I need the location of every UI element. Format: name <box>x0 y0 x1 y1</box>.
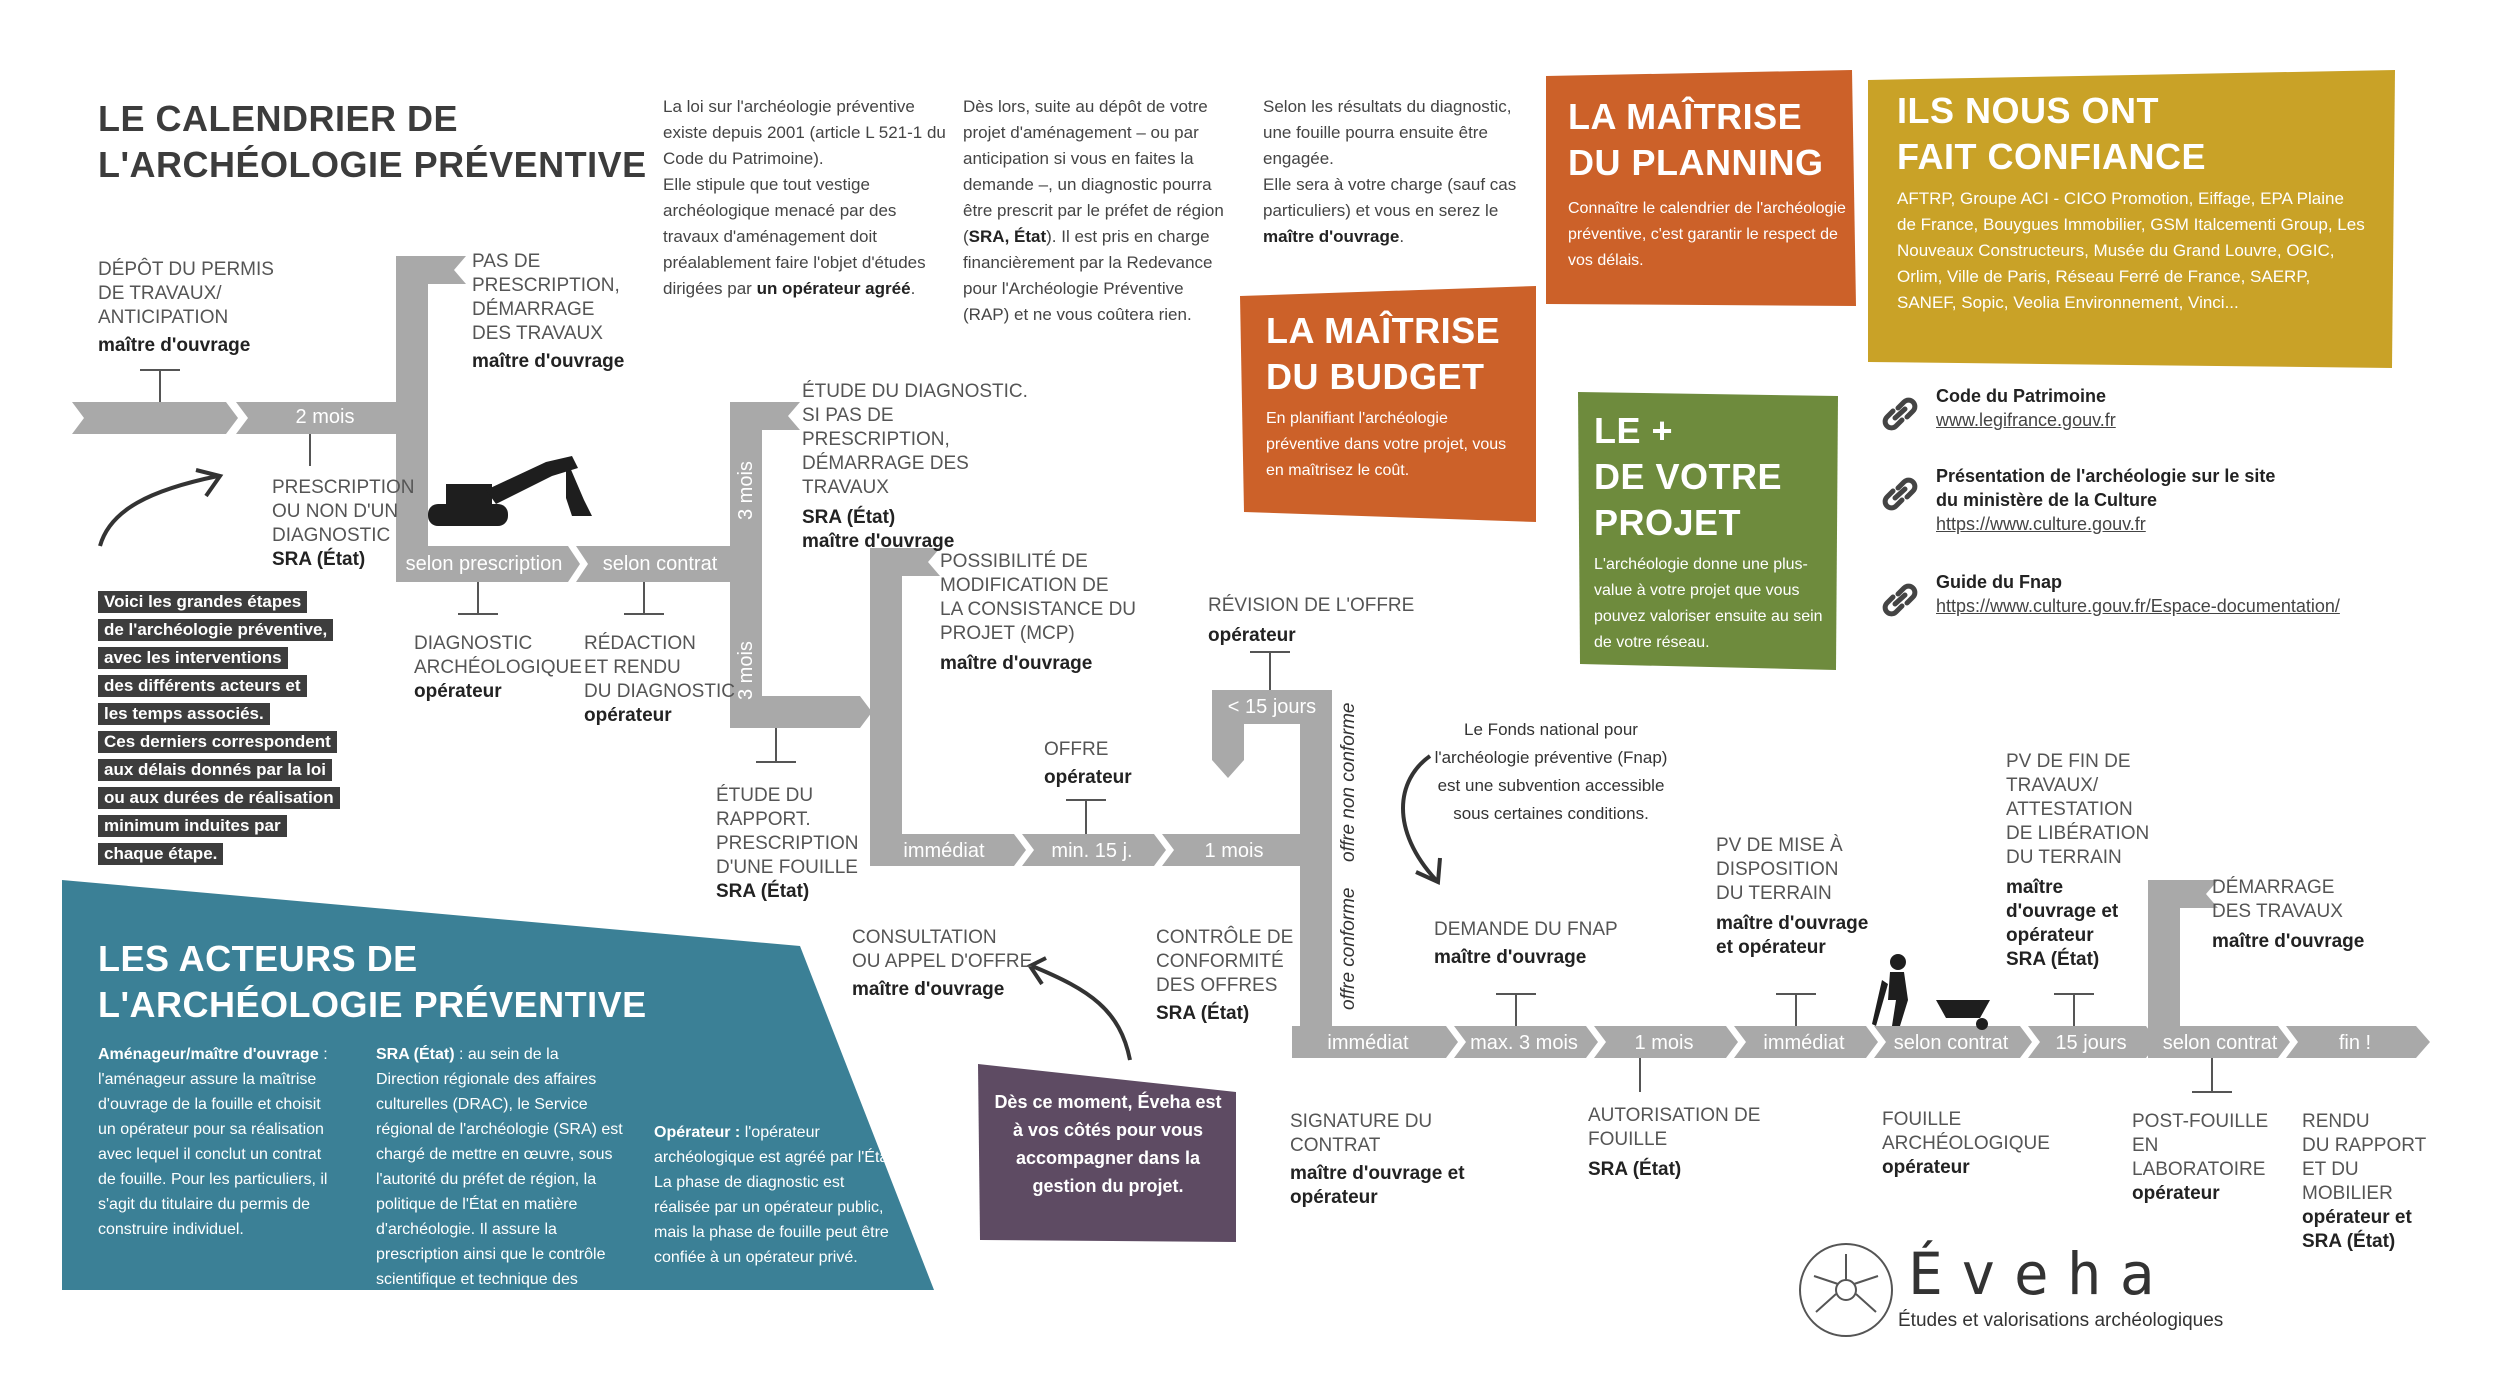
callout-line: chaque étape. <box>98 843 223 865</box>
seg-label-3mois-a: 3 mois <box>735 461 757 520</box>
planning-title-2: DU PLANNING <box>1568 142 1824 183</box>
step-redaction-actor: opérateur <box>584 705 672 726</box>
fnap-note: Le Fonds national pour l'archéologie préventive (Fnap) est une subvention accessible sous certaines conditions. <box>1434 720 1668 823</box>
callout-line: aux délais donnés par la loi <box>98 759 332 781</box>
step-etude-diagnostic <box>802 380 1042 554</box>
step-etude-rapport-label: ÉTUDE DU RAPPORT. PRESCRIPTION D'UNE FOUILLE <box>716 785 859 878</box>
step-offre <box>1044 738 1164 790</box>
step-controle <box>1156 926 1306 1026</box>
step-consultation <box>852 926 1062 1002</box>
confiance-title-1: ILS NOUS ONT <box>1897 90 2160 131</box>
step-post-fouille-label: POST-FOUILLE EN LABORATOIRE <box>2132 1111 2269 1180</box>
step-mcp-actor: maître d'ouvrage <box>940 653 1093 674</box>
step-diagnostic-actor: opérateur <box>414 681 502 702</box>
branch-arrow-1 <box>396 256 466 284</box>
plus-text: L'archéologie donne une plus-value à votre projet que vous pouvez valoriser ensuite au sein de votre réseau. <box>1594 556 1823 651</box>
budget-text: En planifiant l'archéologie préventive dans votre projet, vous en maîtrisez le coût. <box>1266 410 1507 479</box>
confiance-title-2: FAIT CONFIANCE <box>1897 136 2206 177</box>
step-post-fouille <box>2132 1110 2292 1206</box>
callout-line: Voici les grandes étapes <box>98 591 307 613</box>
step-mcp-label: POSSIBILITÉ DE MODIFICATION DE LA CONSISTANCE DU PROJET (MCP) <box>940 551 1137 644</box>
step-demande-fnap <box>1434 918 1634 970</box>
step-redaction-label: RÉDACTION ET RENDU DU DIAGNOSTIC <box>584 633 735 702</box>
step-pas-prescription-label: PAS DE PRESCRIPTION, DÉMARRAGE DES TRAVAUX <box>472 251 620 344</box>
step-pv-fin-label: PV DE FIN DE TRAVAUX/ ATTESTATION DE LIBÉRATION DU TERRAIN <box>2006 751 2150 868</box>
actors-sra <box>376 1042 626 1317</box>
seg-label-immediat-2: immédiat <box>1327 1032 1409 1054</box>
step-demande-fnap-label: DEMANDE DU FNAP <box>1434 919 1618 940</box>
seg-label-15jours: 15 jours <box>2055 1032 2127 1054</box>
step-controle-actor: SRA (État) <box>1156 1003 1250 1024</box>
step-revision <box>1208 594 1428 648</box>
step-demarrage-label: DÉMARRAGE DES TRAVAUX <box>2212 877 2343 922</box>
seg-label-moins15: < 15 jours <box>1227 696 1317 718</box>
link-title-3: Guide du Fnap <box>1936 572 2062 592</box>
step-prescription-label: PRESCRIPTION OU NON D'UN DIAGNOSTIC <box>272 477 415 546</box>
excavator-icon <box>428 456 592 526</box>
actors-operateur-text: l'opérateur archéologique est agréé par l'État. La phase de diagnostic est réalisée par un opérateur public, mais la phase de fouille peut être confiée à un opérateur privé. <box>654 1124 898 1266</box>
step-revision-label: RÉVISION DE L'OFFRE <box>1208 595 1415 616</box>
callout-line: ou aux durées de réalisation <box>98 787 340 809</box>
seg-label-selon-contrat-2: selon contrat <box>1893 1032 2009 1054</box>
link-title-2b: du ministère de la Culture <box>1936 490 2158 510</box>
step-fouille-label: FOUILLE ARCHÉOLOGIQUE <box>1882 1109 2050 1154</box>
intro-1-bold: un opérateur agréé <box>756 279 911 298</box>
actors-section <box>98 936 647 1028</box>
step-autorisation-label: AUTORISATION DE FOUILLE <box>1588 1105 1761 1150</box>
accompany-text: Dès ce moment, Éveha est à vos côtés pour vous accompagner dans la gestion du projet. <box>994 1092 1222 1196</box>
actors-amenageur-text: : l'aménageur assure la maîtrise d'ouvrage de la fouille et choisit un opérateur pour sa réalisation avec lequel il conclut un contrat de fouille. Pour les particuliers, il s'agit du titulaire du permis de construire individuel. <box>98 1046 328 1238</box>
step-demarrage-actor: maître d'ouvrage <box>2212 931 2365 952</box>
plus-title-2: DE VOTRE <box>1594 456 1783 497</box>
intro-callout <box>98 588 378 868</box>
step-consultation-actor: maître d'ouvrage <box>852 979 1005 1000</box>
step-revision-actor: opérateur <box>1208 625 1296 646</box>
actors-sra-text: : au sein de la Direction régionale des affaires culturelles (DRAC), le Service régional de l'archéologie (SRA) est chargé de mettre en œuvre, sous l'autorité du préfet de région, la politique de l'État en matière d'archéologie. Il assure la prescription ainsi que le contrôle scientifique et technique des diagnostics et des fouilles. <box>376 1046 623 1313</box>
actors-title-1: LES ACTEURS DE <box>98 938 418 979</box>
title-line-2: L'ARCHÉOLOGIE PRÉVENTIVE <box>98 144 647 185</box>
actors-sra-title: SRA (État) <box>376 1046 455 1063</box>
seg-label-3mois-b: 3 mois <box>735 641 757 700</box>
step-mcp <box>940 550 1160 676</box>
step-rendu-label: RENDU DU RAPPORT ET DU MOBILIER <box>2302 1111 2427 1204</box>
step-demarrage <box>2212 876 2392 954</box>
step-signature-label: SIGNATURE DU CONTRAT <box>1290 1111 1433 1156</box>
link-url-2[interactable]: https://www.culture.gouv.fr <box>1936 514 2146 534</box>
step-pv-fin-actor: maître d'ouvrage et opérateur SRA (État) <box>2006 877 2119 970</box>
eveha-logo-icon <box>1800 1244 1892 1336</box>
step-pas-prescription <box>472 250 662 374</box>
callout-line: avec les interventions <box>98 647 288 669</box>
step-rendu <box>2302 1110 2462 1254</box>
intro-3-end: . <box>1399 227 1405 246</box>
actors-amenageur-title: Aménageur/maître d'ouvrage <box>98 1046 319 1063</box>
label-offre-non-conforme: offre non conforme <box>1338 702 1359 862</box>
seg-3mois-end <box>730 696 872 728</box>
step-pv-mise-label: PV DE MISE À DISPOSITION DU TERRAIN <box>1716 835 1843 904</box>
intro-1-p1: La loi sur l'archéologie préventive existe depuis 2001 (article L 521-1 du Code du Patrimoine). <box>663 97 946 168</box>
seg-label-2mois: 2 mois <box>295 406 355 428</box>
intro-3-p2: Elle sera à votre charge (sauf cas particuliers) et vous en serez le <box>1263 175 1517 220</box>
step-etude-rapport-actor: SRA (État) <box>716 881 810 902</box>
budget-title-1: LA MAÎTRISE <box>1266 310 1501 351</box>
step-demande-fnap-actor: maître d'ouvrage <box>1434 947 1587 968</box>
step-post-fouille-actor: opérateur <box>2132 1183 2220 1204</box>
seg-label-1mois-1: 1 mois <box>1204 840 1264 862</box>
step-pv-mise-actor: maître d'ouvrage et opérateur <box>1716 913 1869 958</box>
step-signature <box>1290 1110 1490 1210</box>
step-controle-label: CONTRÔLE DE CONFORMITÉ DES OFFRES <box>1156 927 1294 996</box>
step-pas-prescription-actor: maître d'ouvrage <box>472 351 625 372</box>
seg-start <box>72 402 238 434</box>
seg-label-1mois-2: 1 mois <box>1634 1032 1694 1054</box>
intro-3-bold: maître d'ouvrage <box>1263 227 1400 246</box>
seg-label-selon-prescription: selon prescription <box>405 553 563 575</box>
seg-label-max3: max. 3 mois <box>1470 1032 1578 1054</box>
intro-3-p1: Selon les résultats du diagnostic, une fouille pourra ensuite être engagée. <box>1263 97 1512 168</box>
title-line-1: LE CALENDRIER DE <box>98 98 459 139</box>
step-autorisation <box>1588 1104 1788 1182</box>
eveha-logo-name: Éveha <box>1908 1240 2173 1308</box>
step-depot <box>98 258 328 358</box>
seg-label-fin: fin ! <box>2338 1032 2372 1054</box>
intro-1-end: . <box>910 279 916 298</box>
step-rendu-actor: opérateur et SRA (État) <box>2302 1207 2412 1252</box>
step-depot-actor: maître d'ouvrage <box>98 335 251 356</box>
plus-title-3: PROJET <box>1594 502 1742 543</box>
eveha-logo-tagline: Études et valorisations archéologiques <box>1898 1310 2224 1331</box>
seg-label-immediat-1: immédiat <box>903 840 985 862</box>
step-consultation-label: CONSULTATION OU APPEL D'OFFRE <box>852 927 1033 972</box>
intro-2-p1: Dès lors, suite au dépôt de votre projet d'aménagement – ou par anticipation si vous en faites la demande –, un diagnostic pourra être prescrit par le préfet de région ( <box>963 97 1224 246</box>
intro-2-end: ). Il est pris en charge financièrement par la Redevance pour l'Archéologie Préventive (RAP) et ne vous coûtera rien. <box>963 227 1213 324</box>
step-prescription-actor: SRA (État) <box>272 549 366 570</box>
link-title-1: Code du Patrimoine <box>1936 386 2107 406</box>
planning-title-1: LA MAÎTRISE <box>1568 96 1803 137</box>
seg-label-immediat-3: immédiat <box>1763 1032 1845 1054</box>
actors-operateur-title: Opérateur : <box>654 1124 741 1141</box>
link-url-1[interactable]: www.legifrance.gouv.fr <box>1936 410 2116 430</box>
link-url-3[interactable]: https://www.culture.gouv.fr/Espace-documentation/ <box>1936 596 2340 616</box>
budget-title-2: DU BUDGET <box>1266 356 1485 397</box>
seg-label-selon-contrat-1: selon contrat <box>602 553 718 575</box>
step-pv-mise <box>1716 834 1876 960</box>
callout-line: des différents acteurs et <box>98 675 307 697</box>
callout-line: minimum induites par <box>98 815 287 837</box>
callout-line: les temps associés. <box>98 703 270 725</box>
step-fouille-actor: opérateur <box>1882 1157 1970 1178</box>
worker-icon <box>1872 954 1990 1030</box>
branch-arrow-2 <box>730 402 800 430</box>
step-etude-rapport <box>716 784 876 904</box>
intro-2-bold: SRA, État <box>968 227 1047 246</box>
callout-line: Ces derniers correspondent <box>98 731 337 753</box>
actors-title-2: L'ARCHÉOLOGIE PRÉVENTIVE <box>98 984 647 1025</box>
step-depot-label: DÉPÔT DU PERMIS DE TRAVAUX/ ANTICIPATION <box>98 259 274 328</box>
step-etude-diagnostic-label: ÉTUDE DU DIAGNOSTIC. SI PAS DE PRESCRIPTION, DÉMARRAGE DES TRAVAUX <box>802 381 1028 498</box>
intro-1-p2: Elle stipule que tout vestige archéologique menacé par des travaux d'aménagement doit préalablement faire l'objet d'études dirigées par <box>663 175 926 298</box>
step-prescription <box>272 476 422 572</box>
step-diagnostic-label: DIAGNOSTIC ARCHÉOLOGIQUE <box>414 633 582 678</box>
step-offre-actor: opérateur <box>1044 767 1132 788</box>
step-offre-label: OFFRE <box>1044 739 1109 760</box>
label-offre-conforme: offre conforme <box>1338 887 1359 1010</box>
plus-title-1: LE + <box>1594 410 1674 451</box>
step-signature-actor: maître d'ouvrage et opérateur <box>1290 1163 1465 1208</box>
step-etude-diagnostic-actor: SRA (État) maître d'ouvrage <box>802 507 955 552</box>
seg-label-min15: min. 15 j. <box>1051 840 1133 862</box>
actors-amenageur <box>98 1042 338 1242</box>
link-title-2: Présentation de l'archéologie sur le site <box>1936 466 2276 486</box>
confiance-text: AFTRP, Groupe ACI - CICO Promotion, Eiffage, EPA Plaine de France, Bouygues Immobilier, GSM Italcementi Group, Les Nouveaux Constructeurs, Musée du Grand Louvre, OGIC, Orlim, Ville de Paris, Réseau Ferré de France, SAERP, SANEF, Sopic, Veolia Environnement, Vinci... <box>1897 189 2365 312</box>
step-pv-fin <box>2006 750 2156 972</box>
actors-operateur <box>654 1120 904 1270</box>
step-autorisation-actor: SRA (État) <box>1588 1159 1682 1180</box>
step-fouille <box>1882 1108 2082 1180</box>
branch-arrow-5 <box>2148 880 2218 908</box>
step-redaction <box>584 632 744 728</box>
seg-label-selon-contrat-3: selon contrat <box>2162 1032 2278 1054</box>
step-diagnostic <box>414 632 582 704</box>
callout-line: de l'archéologie préventive, <box>98 619 333 641</box>
planning-text: Connaître le calendrier de l'archéologie préventive, c'est garantir le respect de vos délais. <box>1568 200 1846 269</box>
